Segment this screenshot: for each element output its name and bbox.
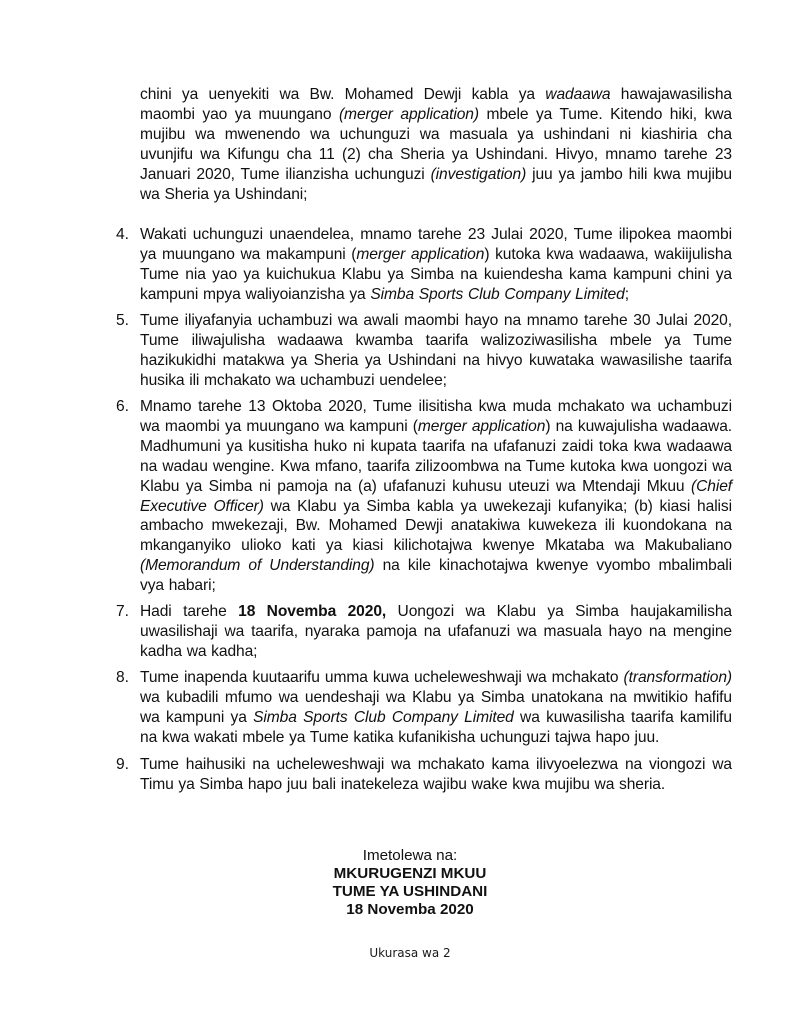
text-segment: mbele ya Tume. Kitendo hiki, kwa mujibu wa mwenendo wa uchunguzi wa masuala ya ushindani ni kiashiria cha uvunjifu wa Kifungu cha 11 (2) cha Sheria ya Ushindani. Hivyo, mnamo tarehe 23 Januari 2020, Tume ilianzisha uchunguzi	[140, 105, 732, 183]
numbered-item	[116, 668, 732, 748]
signatory-title: MKURUGENZI MKUU	[333, 865, 487, 882]
page-number-footer: Ukurasa wa 2	[369, 946, 451, 960]
text-segment: Tume inapenda kuutaarifu umma kuwa ucheleweshwaji wa mchakato	[140, 669, 624, 686]
text-segment: Wakati uchunguzi unaendelea, mnamo tarehe 23 Julai 2020, Tume ilipokea maombi ya muungano wa makampuni (	[140, 226, 732, 263]
italic-term: Simba Sports Club Company Limited	[370, 285, 625, 303]
italic-term: merger application	[356, 245, 485, 263]
text-segment: Tume iliyafanyia uchambuzi wa awali maombi hayo na mnamo tarehe 30 Julai 2020, Tume iliwajulisha wadaawa kwamba taarifa walizoziwasilisha mbele ya Tume hazikukidhi matakwa ya Sheria ya Ushindani na hivyo kuwataka wawasilishe taarifa husika ili mchakato wa uchambuzi uendelee;	[140, 312, 732, 389]
italic-term: Simba Sports Club Company Limited	[253, 708, 514, 726]
bold-date: 18 Novemba 2020,	[238, 603, 387, 620]
item-text	[140, 225, 732, 305]
item-text	[140, 755, 732, 795]
text-segment: ) kutoka kwa wadaawa, wakiijulisha Tume nia yao ya kuichukua Klabu ya Simba na kuiendesha kama kampuni chini ya kampuni mpya waliyoianzisha ya	[140, 245, 732, 303]
item-text	[140, 602, 732, 662]
text-segment: Uongozi wa Klabu ya Simba haujakamilisha uwasilishaji wa taarifa, nyaraka pamoja na ufafanuzi wa masuala hayo na mengine kadha wa kadha;	[140, 603, 732, 660]
item-number: 6.	[116, 398, 129, 415]
numbered-item	[116, 311, 732, 391]
text-segment: juu ya jambo hili kwa mujibu wa Sheria ya Ushindani;	[140, 165, 732, 203]
item-number: 9.	[116, 756, 129, 773]
italic-term: (Chief Executive Officer)	[140, 477, 732, 515]
item-number: 5.	[116, 312, 129, 329]
item-text	[140, 668, 732, 748]
italic-term: (Memorandum of Understanding)	[140, 557, 375, 575]
item-text	[140, 397, 732, 596]
signature-block	[280, 847, 540, 919]
text-segment: ) na kuwajulisha wadaawa. Madhumuni ya kusitisha huko ni kupata taarifa na ufafanuzi zaidi toka kwa wadaawa na wadau wengine. Kwa mfano, taarifa zilizoombwa na Tume kutoka kwa uongozi wa Klabu ya Simba ni pamoja na (a) ufafanuzi kuhusu uteuzi wa Mtendaji Mkuu	[140, 417, 732, 495]
item-number: 7.	[116, 603, 129, 620]
numbered-item	[116, 397, 732, 596]
item-number: 4.	[116, 226, 129, 243]
text-segment: ;	[624, 285, 629, 303]
numbered-item	[116, 602, 732, 662]
text-segment: wa kuwasilisha taarifa kamilifu na kwa wakati mbele ya Tume katika kufanikisha uchunguzi tajwa hapo juu.	[140, 708, 732, 746]
item-text	[140, 311, 732, 391]
continuation-paragraph	[140, 85, 732, 204]
text-segment: Tume haihusiki na ucheleweshwaji wa mchakato kama ilivyoelezwa na viongozi wa Timu ya Simba hapo juu bali inatekeleza wajibu wake kwa mujibu wa sheria.	[140, 756, 732, 793]
text-segment: wa kubadili mfumo wa uendeshaji wa Klabu ya Simba unatokana na mwitikio hafifu wa kampuni ya	[140, 688, 732, 726]
italic-term: (investigation)	[430, 165, 527, 183]
issued-by-label: Imetolewa na:	[362, 847, 458, 864]
text-segment: na kile kinachotajwa kwenye vyombo mbalimbali vya habari;	[140, 557, 732, 595]
text-segment: chini ya uenyekiti wa Bw. Mohamed Dewji kabla ya	[140, 86, 546, 103]
text-segment: wa Klabu ya Simba kabla ya uwekezaji kufanyika; (b) kiasi halisi ambacho mwekezaji, Bw. Mohamed Dewji anatakiwa kuwekeza ili kuondokana na mkanganyiko ulioko kati ya kiasi kilichotajwa kwenye Mkataba wa Makubaliano	[140, 497, 732, 555]
text-segment: hawajawasilisha maombi yao ya muungano	[140, 86, 732, 123]
numbered-item	[116, 225, 732, 305]
issue-date: 18 Novemba 2020	[346, 901, 474, 918]
italic-term: (transformation)	[623, 669, 732, 686]
italic-term: wadaawa	[545, 86, 611, 103]
italic-term: (merger application)	[338, 105, 479, 123]
numbered-item	[116, 755, 732, 795]
item-number: 8.	[116, 669, 129, 686]
text-segment: Mnamo tarehe 13 Oktoba 2020, Tume ilisitisha kwa muda mchakato wa uchambuzi wa maombi ya muungano wa kampuni (	[140, 398, 732, 435]
text-segment: Hadi tarehe	[140, 603, 239, 620]
organization-name: TUME YA USHINDANI	[332, 883, 488, 900]
italic-term: merger application	[417, 417, 546, 435]
